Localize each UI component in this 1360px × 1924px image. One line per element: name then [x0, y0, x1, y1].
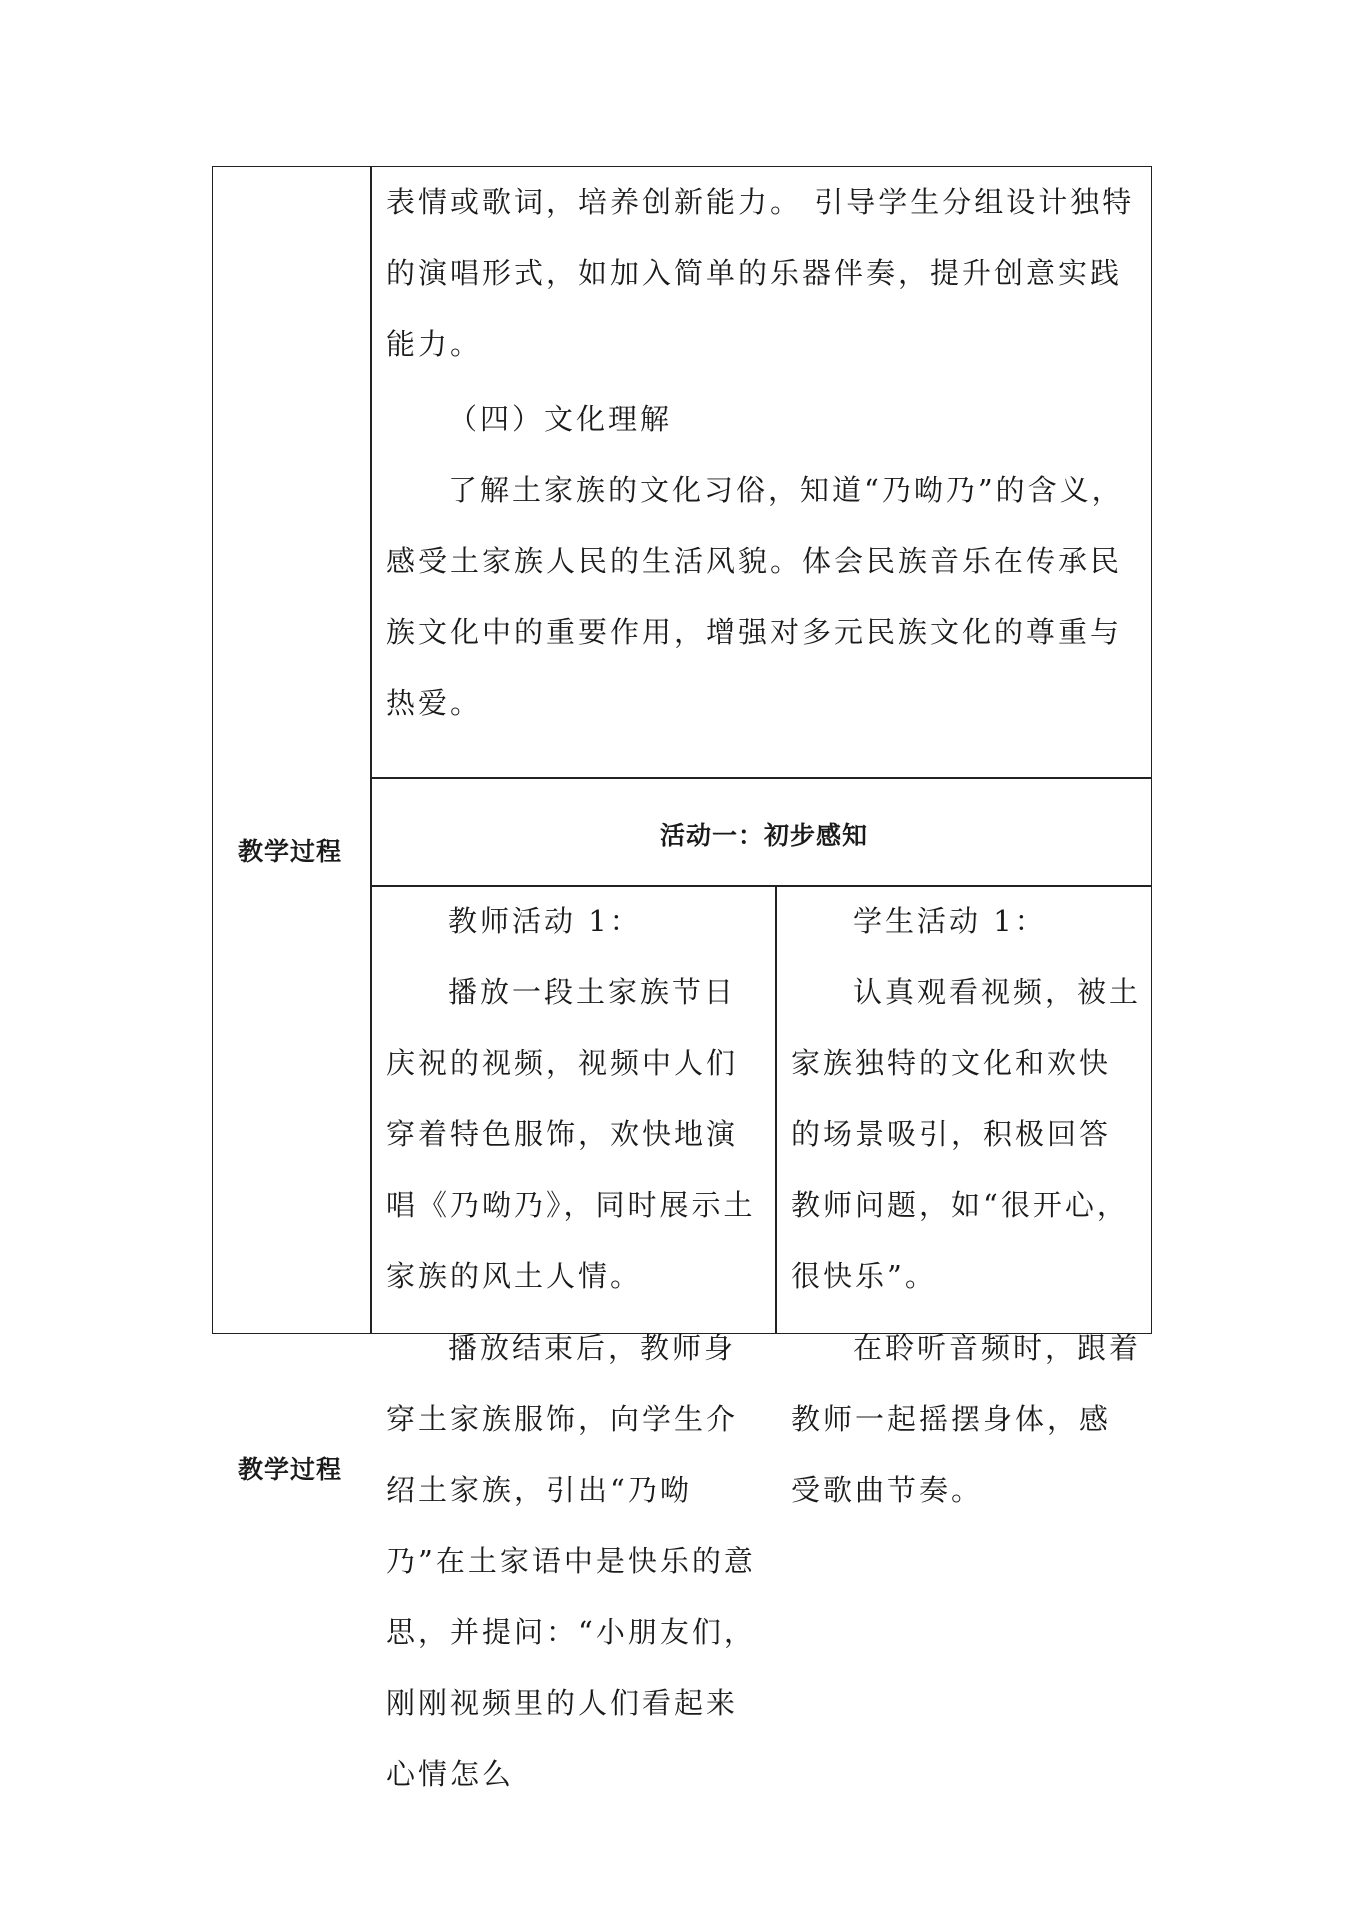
culture-paragraph: 了解土家族的文化习俗，知道“乃呦乃”的含义，感受土家族人民的生活风貌。体会民族音乐在传承民族文化中的重要作用，增强对多元民族文化的尊重与热爱。	[386, 473, 1124, 720]
student-paragraph-1: 认真观看视频，被土家族独特的文化和欢快的场景吸引，积极回答教师问题，如“很开心，很快乐”。	[791, 975, 1142, 1293]
section-subheading: （四）文化理解	[448, 402, 673, 436]
teacher-paragraph-1: 播放一段土家族节日庆祝的视频，视频中人们穿着特色服饰，欢快地演唱《乃呦乃》，同时展示土家族的风土人情。	[386, 975, 756, 1293]
teacher-paragraph-2: 播放结束后，教师身穿土家族服饰，向学生介绍土家族，引出“乃呦乃”在土家语中是快乐的意思，并提问：“小朋友们，刚刚视频里的人们看起来心情怎么	[386, 1331, 756, 1791]
teacher-activity-heading: 教师活动 1：	[448, 904, 642, 938]
row-divider	[370, 777, 1152, 779]
student-activity-heading: 学生活动 1：	[853, 904, 1047, 938]
activity-title: 活动一：初步感知	[660, 821, 869, 850]
objective-paragraph: 表情或歌词，培养创新能力。 引导学生分组设计独特的演唱形式，如加入简单的乐器伴奏，提升创意实践能力。	[386, 185, 1135, 361]
process-label-mid: 教学过程	[238, 1455, 343, 1484]
column-divider-activity	[775, 885, 777, 1334]
process-label-top: 教学过程	[238, 837, 343, 866]
column-divider-left	[370, 166, 372, 1334]
student-paragraph-2: 在聆听音频时，跟着教师一起摇摆身体，感受歌曲节奏。	[791, 1331, 1142, 1507]
